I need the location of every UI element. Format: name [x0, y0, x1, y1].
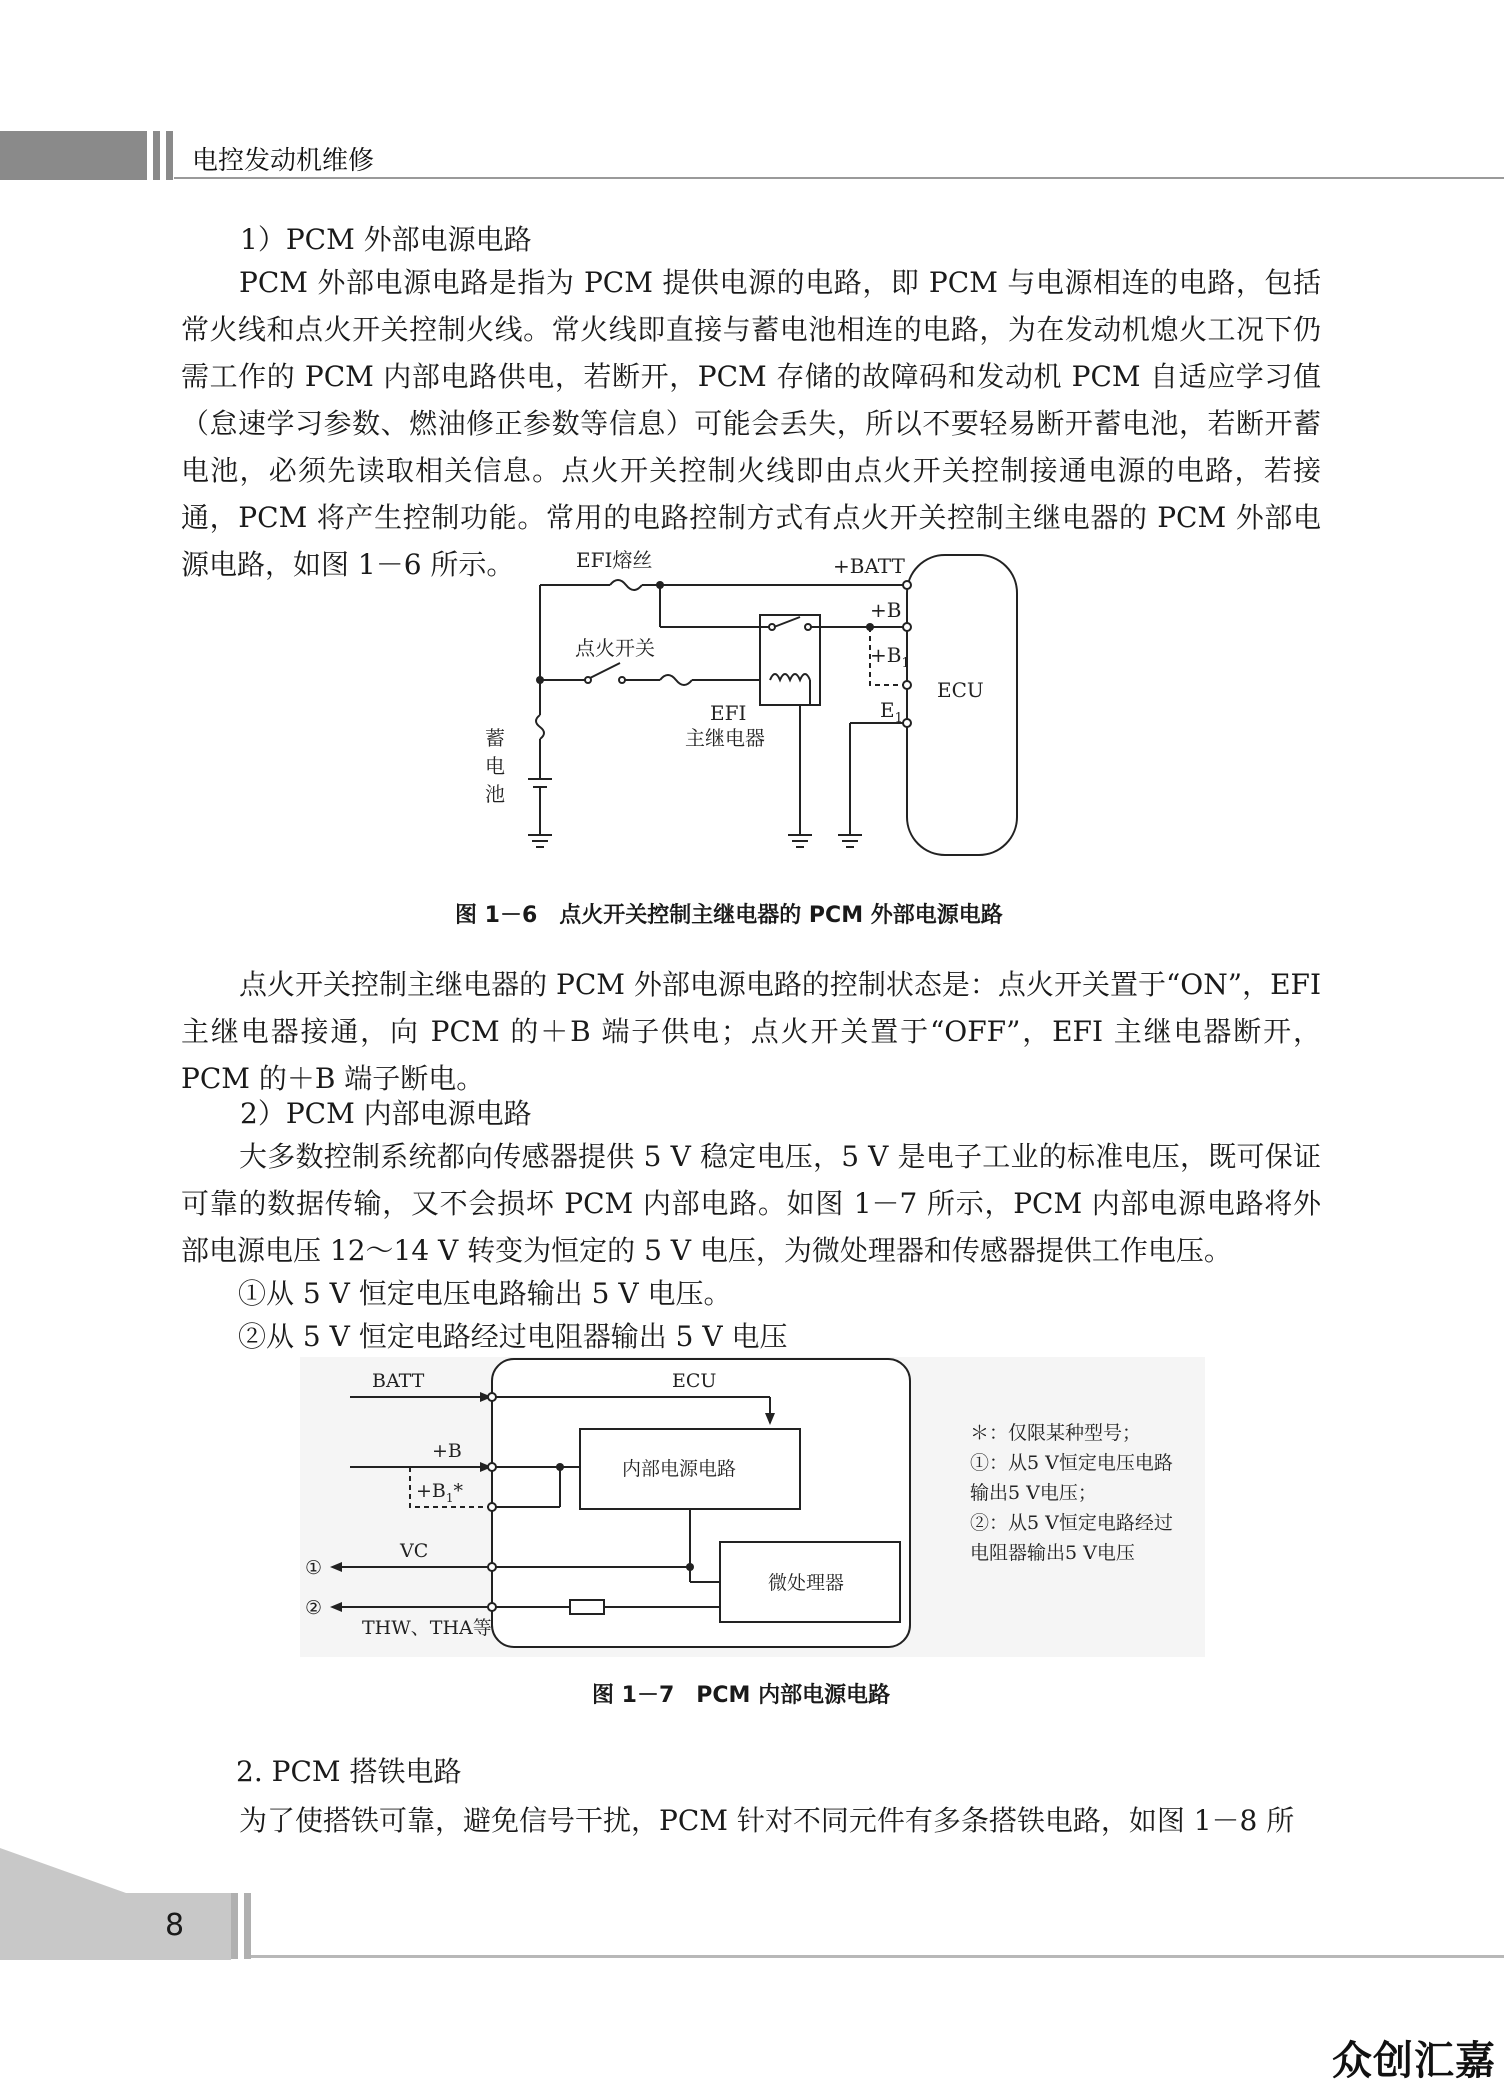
header-decor-bar — [0, 131, 147, 180]
label-batt: BATT — [372, 1370, 425, 1392]
note-line: ＊：仅限某种型号； — [970, 1422, 1142, 1444]
watermark: 众创汇嘉 — [1332, 2038, 1496, 2084]
paragraph-external-power: PCM 外部电源电路是指为 PCM 提供电源的电路，即 PCM 与电源相连的电路，包括常火线和点火开关控制火线。常火线即直接与蓄电池相连的电路，为在发动机熄火工况下仍需工作的 PCM 内部电路供电，若断开，PCM 存储的故障码和发动机 PCM 自适应学习值（怠速学习参数、燃油修正参数等信息）可能会丢失，所以不要轻易断开蓄电池，若断开蓄电池，必须先读取相关信息。点火开关控制火线即由点火开关控制接通电源的电路，若接通，PCM 将产生控制功能。常用的电路控制方式有点火开关控制主继电器的 PCM 外部电源电路，如图 1－6 所示。 — [181, 266, 1321, 581]
label-relay-main: 主继电器 — [685, 726, 765, 750]
section-heading-ground-circuit: 2. PCM 搭铁电路 — [236, 1755, 462, 1788]
list-item-1: ①从 5 V 恒定电压电路输出 5 V 电压。 — [238, 1277, 732, 1310]
figure-external-power-circuit — [470, 545, 1030, 877]
note-line: 输出5 V电压； — [970, 1482, 1097, 1504]
footer-decor-stripe — [244, 1893, 251, 1959]
paragraph-control-state: 点火开关控制主继电器的 PCM 外部电源电路的控制状态是：点火开关置于“ON”，EFI 主继电器接通，向 PCM 的＋B 端子供电；点火开关置于“OFF”，EFI 主继电器断开，PCM 的＋B 端子断电。 — [181, 968, 1321, 1095]
label-output-2: ② — [305, 1597, 323, 1619]
label-efi-fuse: EFI熔丝 — [576, 548, 653, 572]
footer-rule — [251, 1955, 1504, 1958]
label-plus-b1-star: $+B_1*$ — [416, 1480, 464, 1505]
header-decor-stripe — [166, 131, 173, 180]
label-thw-tha: THW、THA等 — [362, 1617, 492, 1639]
label-relay-efi: EFI — [710, 701, 747, 725]
label-ignition-switch: 点火开关 — [575, 636, 655, 660]
label-vc: VC — [400, 1540, 429, 1562]
running-header-title: 电控发动机维修 — [192, 146, 375, 176]
section-heading-internal-power: 2）PCM 内部电源电路 — [240, 1097, 532, 1130]
block-microprocessor: 微处理器 — [768, 1572, 845, 1594]
page-number: 8 — [165, 1908, 185, 1943]
figure-caption-1-6: 图 1－6 点火开关控制主继电器的 PCM 外部电源电路 — [455, 903, 1003, 928]
label-battery-1: 蓄 — [485, 726, 505, 750]
paragraph-internal-power: 大多数控制系统都向传感器提供 5 V 稳定电压，5 V 是电子工业的标准电压，既可保证可靠的数据传输，又不会损坏 PCM 内部电路。如图 1－7 所示，PCM 内部电源电路将外部电源电压 12～14 V 转变为恒定的 5 V 电压，为微处理器和传感器提供工作电压。 — [181, 1140, 1321, 1267]
label-plus-b: +B — [870, 598, 902, 622]
label-battery-3: 池 — [485, 782, 505, 806]
figure-internal-power-circuit — [300, 1357, 1205, 1657]
label-batt: +BATT — [833, 554, 905, 578]
note-line: ①：从5 V恒定电压电路 — [970, 1452, 1173, 1474]
paragraph-ground-circuit: 为了使搭铁可靠，避免信号干扰，PCM 针对不同元件有多条搭铁电路，如图 1－8 所 — [239, 1804, 1295, 1837]
note-line: ②：从5 V恒定电路经过 — [970, 1512, 1173, 1534]
figure-caption-1-7: 图 1－7 PCM 内部电源电路 — [592, 1683, 891, 1708]
label-e1: $E_1$ — [880, 698, 903, 726]
label-battery-2: 电 — [485, 754, 505, 778]
header-rule — [174, 177, 1504, 179]
label-ecu: ECU — [672, 1370, 717, 1392]
label-output-1: ① — [305, 1557, 323, 1579]
block-internal-power: 内部电源电路 — [622, 1458, 737, 1480]
header-decor-stripe — [153, 131, 160, 180]
label-ecu: ECU — [937, 678, 984, 702]
footer-decor-stripe — [231, 1893, 238, 1959]
note-line: 电阻器输出5 V电压 — [970, 1542, 1135, 1564]
section-heading-external-power: 1）PCM 外部电源电路 — [240, 223, 532, 256]
label-plus-b1: $+B_1$ — [870, 643, 910, 671]
label-plus-b: +B — [432, 1440, 462, 1462]
footer-decor-wedge — [0, 1848, 240, 1960]
list-item-2: ②从 5 V 恒定电路经过电阻器输出 5 V 电压 — [238, 1320, 788, 1353]
